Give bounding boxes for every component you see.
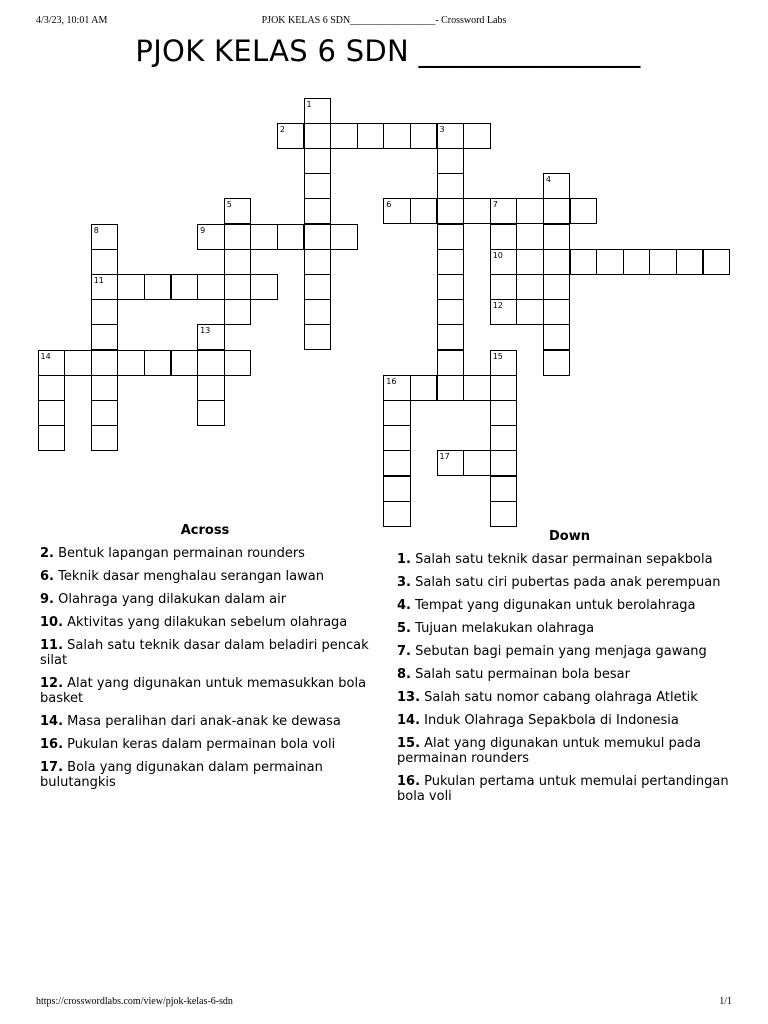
grid-cell[interactable]: [224, 198, 252, 224]
grid-cell[interactable]: [357, 123, 385, 149]
clue-text: Teknik dasar menghalau serangan lawan: [53, 569, 324, 584]
print-url: https://crosswordlabs.com/view/pjok-kelas-6-sdn: [36, 996, 233, 1007]
down-clue-list: [397, 552, 742, 804]
clue-number: 15.: [397, 736, 421, 751]
clue-number: 14.: [40, 714, 64, 729]
across-clue: [40, 638, 370, 668]
down-clue: [397, 552, 742, 567]
clue-number: 14.: [397, 713, 421, 728]
grid-cell[interactable]: [91, 224, 119, 250]
grid-cell[interactable]: [304, 224, 332, 250]
grid-cell[interactable]: [543, 350, 571, 376]
grid-cell[interactable]: [304, 324, 332, 350]
grid-cell[interactable]: [304, 249, 332, 275]
clue-number: 16.: [40, 737, 64, 752]
down-clue: [397, 690, 742, 705]
cell-number: 17: [439, 452, 450, 462]
cell-number: 8: [93, 225, 99, 235]
across-clue: [40, 737, 370, 752]
grid-cell[interactable]: [383, 198, 411, 224]
grid-cell[interactable]: [516, 249, 544, 275]
grid-cell[interactable]: [304, 148, 332, 174]
grid-cell[interactable]: [543, 324, 571, 350]
clue-number: 3.: [397, 575, 411, 590]
print-page-title: PJOK KELAS 6 SDN_________________- Crossword Labs: [261, 15, 507, 26]
clue-text: Bentuk lapangan permainan rounders: [53, 546, 305, 561]
grid-cell[interactable]: [490, 425, 518, 451]
down-clue: [397, 621, 742, 636]
grid-cell[interactable]: [490, 198, 518, 224]
grid-cell[interactable]: [91, 375, 119, 401]
grid-cell[interactable]: [197, 274, 225, 300]
grid-cell[interactable]: [463, 198, 491, 224]
grid-cell[interactable]: [437, 198, 465, 224]
grid-cell[interactable]: [224, 299, 252, 325]
grid-cell[interactable]: [383, 476, 411, 502]
grid-cell[interactable]: [91, 249, 119, 275]
grid-cell[interactable]: [516, 198, 544, 224]
grid-cell[interactable]: [91, 425, 119, 451]
print-datetime: 4/3/23, 10:01 AM: [36, 15, 108, 26]
grid-cell[interactable]: [330, 123, 358, 149]
grid-cell[interactable]: [91, 274, 119, 300]
grid-cell[interactable]: [383, 375, 411, 401]
grid-cell[interactable]: [171, 350, 199, 376]
grid-cell[interactable]: [490, 274, 518, 300]
cell-number: 12: [492, 301, 503, 311]
grid-cell[interactable]: [304, 123, 332, 149]
cell-number: 4: [545, 175, 551, 185]
grid-cell[interactable]: [463, 375, 491, 401]
grid-cell[interactable]: [277, 224, 305, 250]
clue-text: Pukulan pertama untuk memulai pertandingan bola voli: [397, 774, 729, 804]
cell-number: 9: [200, 225, 206, 235]
grid-cell[interactable]: [623, 249, 651, 275]
grid-cell[interactable]: [250, 224, 278, 250]
clue-number: 6.: [40, 569, 54, 584]
across-clue: [40, 714, 370, 729]
clue-text: Induk Olahraga Sepakbola di Indonesia: [420, 713, 679, 728]
clue-number: 13.: [397, 690, 421, 705]
clue-text: Salah satu teknik dasar permainan sepakbola: [410, 552, 713, 567]
down-clue: [397, 667, 742, 682]
clue-number: 1.: [397, 552, 411, 567]
grid-cell[interactable]: [437, 148, 465, 174]
grid-cell[interactable]: [117, 350, 145, 376]
cell-number: 2: [279, 124, 285, 134]
across-clue: [40, 676, 370, 706]
grid-cell[interactable]: [570, 198, 598, 224]
clue-text: Salah satu permainan bola besar: [410, 667, 630, 682]
cell-number: 1: [306, 99, 312, 109]
grid-cell[interactable]: [490, 249, 518, 275]
cell-number: 16: [386, 376, 397, 386]
grid-cell[interactable]: [437, 173, 465, 199]
grid-cell[interactable]: [224, 249, 252, 275]
grid-cell[interactable]: [543, 274, 571, 300]
cell-number: 11: [93, 275, 104, 285]
cell-number: 10: [492, 250, 503, 260]
grid-cell[interactable]: [410, 375, 438, 401]
cell-number: 3: [439, 124, 445, 134]
clue-number: 17.: [40, 760, 64, 775]
grid-cell[interactable]: [38, 375, 66, 401]
grid-cell[interactable]: [304, 274, 332, 300]
grid-cell[interactable]: [250, 274, 278, 300]
grid-cell[interactable]: [437, 375, 465, 401]
grid-cell[interactable]: [543, 198, 571, 224]
grid-cell[interactable]: [224, 350, 252, 376]
grid-cell[interactable]: [383, 123, 411, 149]
down-clue: [397, 644, 742, 659]
grid-cell[interactable]: [463, 123, 491, 149]
cell-number: 13: [200, 326, 211, 336]
grid-cell[interactable]: [91, 400, 119, 426]
clue-text: Bola yang digunakan dalam permainan bulutangkis: [40, 760, 323, 790]
grid-cell[interactable]: [437, 224, 465, 250]
grid-cell[interactable]: [543, 299, 571, 325]
clue-number: 9.: [40, 592, 54, 607]
grid-cell[interactable]: [383, 450, 411, 476]
grid-cell[interactable]: [676, 249, 704, 275]
grid-cell[interactable]: [543, 173, 571, 199]
grid-cell[interactable]: [437, 324, 465, 350]
grid-cell[interactable]: [171, 274, 199, 300]
grid-cell[interactable]: [490, 450, 518, 476]
grid-cell[interactable]: [490, 224, 518, 250]
cell-number: 15: [492, 351, 503, 361]
grid-cell[interactable]: [570, 249, 598, 275]
grid-cell[interactable]: [490, 375, 518, 401]
cell-number: 7: [492, 200, 498, 210]
grid-cell[interactable]: [383, 425, 411, 451]
clue-text: Salah satu teknik dasar dalam beladiri pencak silat: [40, 638, 369, 668]
grid-cell[interactable]: [649, 249, 677, 275]
grid-cell[interactable]: [224, 224, 252, 250]
grid-cell[interactable]: [144, 274, 172, 300]
clue-number: 11.: [40, 638, 64, 653]
clue-number: 16.: [397, 774, 421, 789]
grid-cell[interactable]: [304, 173, 332, 199]
grid-cell[interactable]: [277, 123, 305, 149]
clue-text: Tujuan melakukan olahraga: [410, 621, 595, 636]
grid-cell[interactable]: [410, 123, 438, 149]
grid-cell[interactable]: [38, 425, 66, 451]
grid-cell[interactable]: [383, 501, 411, 527]
grid-cell[interactable]: [304, 98, 332, 124]
clue-text: Alat yang digunakan untuk memukul pada permainan rounders: [397, 736, 701, 766]
across-clue: [40, 546, 370, 561]
clue-text: Aktivitas yang dilakukan sebelum olahraga: [63, 615, 348, 630]
across-clues: [40, 523, 370, 798]
down-clue: [397, 575, 742, 590]
grid-cell[interactable]: [91, 299, 119, 325]
grid-cell[interactable]: [197, 350, 225, 376]
clue-text: Tempat yang digunakan untuk berolahraga: [410, 598, 696, 613]
grid-cell[interactable]: [543, 224, 571, 250]
grid-cell[interactable]: [197, 375, 225, 401]
grid-cell[interactable]: [304, 198, 332, 224]
grid-cell[interactable]: [490, 501, 518, 527]
clue-number: 12.: [40, 676, 64, 691]
grid-cell[interactable]: [304, 299, 332, 325]
grid-cell[interactable]: [330, 224, 358, 250]
clue-text: Pukulan keras dalam permainan bola voli: [63, 737, 336, 752]
grid-cell[interactable]: [516, 299, 544, 325]
grid-cell[interactable]: [38, 400, 66, 426]
grid-cell[interactable]: [197, 324, 225, 350]
grid-cell[interactable]: [38, 350, 66, 376]
cell-number: 6: [386, 200, 392, 210]
grid-cell[interactable]: [490, 350, 518, 376]
clue-text: Masa peralihan dari anak-anak ke dewasa: [63, 714, 341, 729]
across-clue-list: [40, 546, 370, 790]
clue-number: 8.: [397, 667, 411, 682]
clue-number: 4.: [397, 598, 411, 613]
grid-cell[interactable]: [437, 123, 465, 149]
grid-cell[interactable]: [596, 249, 624, 275]
down-clue: [397, 774, 742, 804]
down-heading: Down: [549, 529, 590, 544]
grid-cell[interactable]: [144, 350, 172, 376]
across-clue: [40, 615, 370, 630]
cell-number: 14: [40, 351, 51, 361]
across-heading: Across: [180, 523, 230, 538]
grid-cell[interactable]: [490, 299, 518, 325]
down-clue: [397, 598, 742, 613]
grid-cell[interactable]: [91, 350, 119, 376]
puzzle-title: PJOK KELAS 6 SDN _______________: [135, 34, 641, 68]
clue-text: Olahraga yang dilakukan dalam air: [53, 592, 287, 607]
grid-cell[interactable]: [437, 450, 465, 476]
clue-number: 7.: [397, 644, 411, 659]
grid-cell[interactable]: [64, 350, 92, 376]
clue-number: 10.: [40, 615, 64, 630]
print-page-number: 1/1: [719, 996, 732, 1007]
print-footer: [0, 996, 768, 1010]
cell-number: 5: [226, 200, 232, 210]
across-clue: [40, 592, 370, 607]
across-clue: [40, 569, 370, 584]
grid-cell[interactable]: [703, 249, 731, 275]
grid-cell[interactable]: [383, 400, 411, 426]
clue-number: 5.: [397, 621, 411, 636]
grid-cell[interactable]: [410, 198, 438, 224]
grid-cell[interactable]: [117, 274, 145, 300]
grid-cell[interactable]: [91, 324, 119, 350]
down-clues: [397, 529, 742, 812]
grid-cell[interactable]: [437, 350, 465, 376]
clue-text: Alat yang digunakan untuk memasukkan bola basket: [40, 676, 367, 706]
grid-cell[interactable]: [490, 400, 518, 426]
clue-text: Salah satu ciri pubertas pada anak perempuan: [410, 575, 721, 590]
grid-cell[interactable]: [437, 299, 465, 325]
grid-cell[interactable]: [224, 274, 252, 300]
clue-number: 2.: [40, 546, 54, 561]
down-clue: [397, 713, 742, 728]
grid-cell[interactable]: [437, 274, 465, 300]
clue-text: Salah satu nomor cabang olahraga Atletik: [420, 690, 698, 705]
grid-cell[interactable]: [543, 249, 571, 275]
grid-cell[interactable]: [197, 224, 225, 250]
grid-cell[interactable]: [463, 450, 491, 476]
across-clue: [40, 760, 370, 790]
grid-cell[interactable]: [197, 400, 225, 426]
clue-text: Sebutan bagi pemain yang menjaga gawang: [410, 644, 707, 659]
down-clue: [397, 736, 742, 766]
grid-cell[interactable]: [437, 249, 465, 275]
grid-cell[interactable]: [490, 476, 518, 502]
